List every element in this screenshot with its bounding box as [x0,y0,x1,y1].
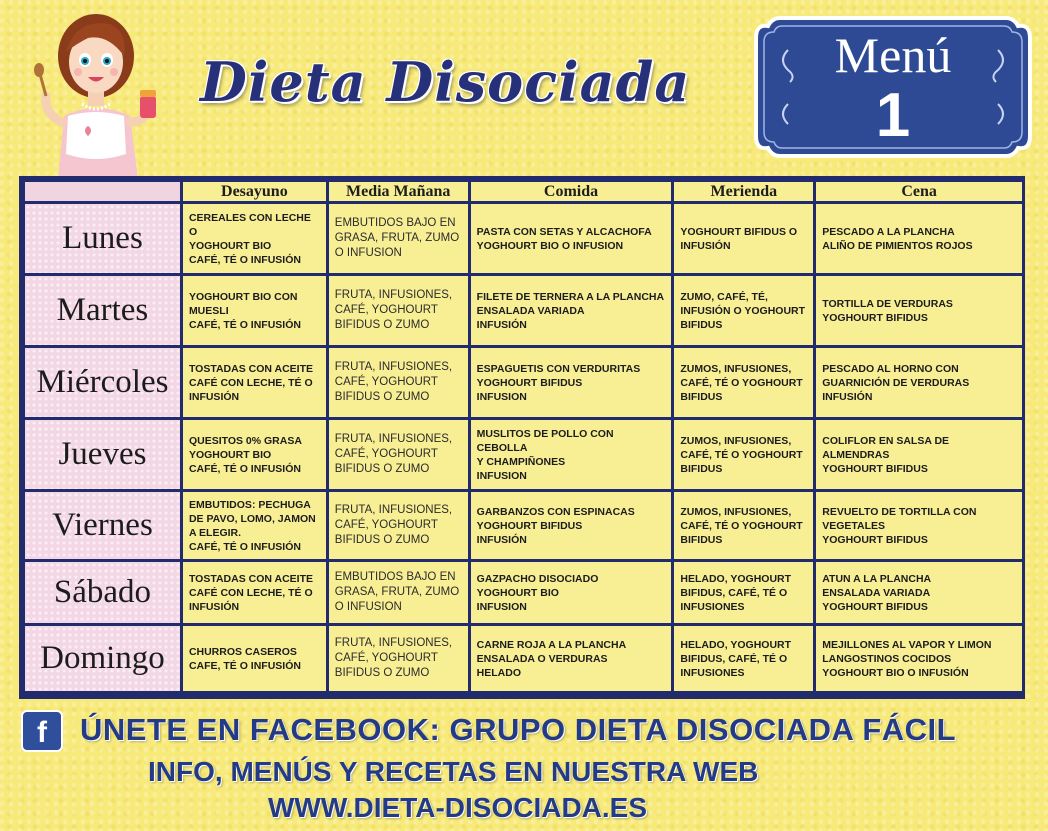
meal-line: YOGHOURT BIO CON [188,290,298,303]
meal-line: INFUSIÓN [680,239,731,252]
meal-line: ENSALADA O VERDURAS [476,652,608,665]
meal-line: HELADO [476,666,521,679]
corner-cell [25,182,180,201]
meal-line: MUESLI [188,304,229,317]
meal-line: YOGHOURT BIO O INFUSION [476,239,624,252]
meal-line: ZUMOS, INFUSIONES, [680,434,792,447]
column-header: Comida [471,182,672,201]
meal-line: INFUSIÓN [476,533,527,546]
meal-line: CAFÉ CON LECHE, TÉ O [188,586,313,599]
meal-line: ENSALADA VARIADA [822,586,931,599]
meal-line: YOGHOURT BIO [476,586,559,599]
meal-line: TOSTADAS CON ACEITE [188,572,313,585]
meal-line: INFUSIONES [680,666,745,679]
meal-cell [674,562,813,623]
meal-line: INFUSIONES [680,600,745,613]
meal-line: INFUSION [476,600,527,613]
meal-line: CAFE, TÉ O INFUSIÓN [188,659,301,672]
meal-cell [329,204,468,273]
meal-line: EMBUTIDOS BAJO EN [334,217,456,229]
meal-cell [674,626,813,691]
meal-line: YOGHOURT BIFIDUS [822,462,928,475]
meal-line: Y CHAMPIÑONES [476,455,566,468]
meal-line: A ELEGIR. [188,526,242,539]
day-cell: Viernes [25,492,180,559]
meal-cell [816,562,1022,623]
meal-line: BIFIDUS O ZUMO [334,667,430,679]
meal-line: YOGHOURT BIO O INFUSIÓN [822,666,969,679]
meal-line: LANGOSTINOS COCIDOS [822,652,952,665]
meal-line: BIFIDUS, CAFÉ, TÉ O [680,652,788,665]
meal-line: INFUSIÓN [476,318,527,331]
meal-line: BIFIDUS O ZUMO [334,534,430,546]
table-row [25,562,1022,623]
meal-cell [329,626,468,691]
badge-number: 1 [875,81,911,150]
meal-cell [674,204,813,273]
meal-cell [471,492,672,559]
meal-line: INFUSIÓN O YOGHOURT [680,304,806,317]
meal-line: CAFÉ, YOGHOURT [334,448,438,460]
meal-line: HELADO, YOGHOURT [680,638,792,651]
meal-line: BIFIDUS [680,533,723,546]
meal-cell [674,420,813,489]
meal-line: INFUSIÓN [822,390,873,403]
meal-cell [183,562,326,623]
meal-line: BIFIDUS, CAFÉ, TÉ O [680,586,788,599]
day-cell: Sábado [25,562,180,623]
footer-facebook-line: ÚNETE EN FACEBOOK: GRUPO DIETA DISOCIADA FÁCIL [80,712,957,747]
day-cell: Miércoles [25,348,180,417]
meal-line: FRUTA, INFUSIONES, [334,289,453,301]
meal-line: BIFIDUS O ZUMO [334,463,430,475]
meal-line: FILETE DE TERNERA A LA PLANCHA [476,290,665,303]
meal-line: CAFÉ, YOGHOURT [334,652,438,664]
meal-line: INFUSIÓN [188,390,240,403]
meal-line: FRUTA, INFUSIONES, [334,361,453,373]
meal-cell [471,626,672,691]
meal-cell [674,492,813,559]
meal-line: MEJILLONES AL VAPOR Y LIMON [822,638,992,651]
meal-line: INFUSION [476,469,527,482]
meal-line: GRASA, FRUTA, ZUMO [334,232,460,244]
meal-line: FRUTA, INFUSIONES, [334,433,453,445]
meal-line: PASTA CON SETAS Y ALCACHOFA [476,225,652,238]
badge-word: Menú [834,27,952,83]
facebook-icon[interactable]: f [21,710,63,752]
table-row [25,348,1022,417]
cook-woman-illustration [18,4,168,180]
meal-line: FRUTA, INFUSIONES, [334,504,453,516]
meal-line: INFUSIÓN [188,600,240,613]
meal-line: ZUMOS, INFUSIONES, [680,362,792,375]
meal-line: EMBUTIDOS: PECHUGA [188,498,311,511]
meal-line: YOGHOURT BIFIDUS [476,519,583,532]
meal-cell [674,276,813,345]
meal-line: HELADO, YOGHOURT [680,572,792,585]
meal-line: GUARNICIÓN DE VERDURAS [822,376,970,389]
meal-cell [816,276,1022,345]
meal-cell [183,626,326,691]
header-row [25,182,1022,201]
column-header: Merienda [674,182,813,201]
meal-line: YOGHOURT BIFIDUS [822,533,928,546]
meal-line: YOGHOURT BIFIDUS [476,376,583,389]
day-cell: Domingo [25,626,180,691]
meal-cell [183,420,326,489]
column-header: Desayuno [183,182,326,201]
meal-line: YOGHOURT BIFIDUS O [680,225,798,238]
meal-line: COLIFLOR EN SALSA DE ALMENDRAS [822,434,950,461]
meal-line: MUSLITOS DE POLLO CON CEBOLLA [476,427,614,454]
meal-line: CAFÉ, TÉ O INFUSIÓN [188,462,301,475]
table-row [25,626,1022,691]
meal-line: CAFÉ, YOGHOURT [334,376,438,388]
meal-line: DE PAVO, LOMO, JAMON [188,512,316,525]
table-row [25,492,1022,559]
meal-line: VEGETALES [822,519,886,532]
menu-table [19,176,1025,699]
meal-line: PESCADO A LA PLANCHA [822,225,955,238]
meal-line: YOGHOURT BIFIDUS [822,600,928,613]
meal-line: CAFÉ, TÉ O INFUSIÓN [188,253,301,266]
meal-line: YOGHOURT BIO [188,239,272,252]
meal-cell [329,348,468,417]
meal-line: CAFÉ, TÉ O YOGHOURT [680,376,803,389]
table-row [25,276,1022,345]
meal-cell [471,348,672,417]
meal-line: YOGHOURT BIFIDUS [822,311,928,324]
meal-line: FRUTA, INFUSIONES, [334,637,453,649]
day-cell: Martes [25,276,180,345]
meal-cell [329,562,468,623]
meal-line: GAZPACHO DISOCIADO [476,572,599,585]
column-header: Cena [816,182,1022,201]
meal-line: ENSALADA VARIADA [476,304,585,317]
meal-line: O INFUSION [334,247,402,259]
meal-line: PESCADO AL HORNO CON [822,362,959,375]
meal-line: ALIÑO DE PIMIENTOS ROJOS [822,239,973,252]
meal-cell [329,420,468,489]
meal-cell [471,204,672,273]
meal-cell [183,348,326,417]
meal-line: CAFÉ, YOGHOURT [334,519,438,531]
meal-line: BIFIDUS [680,462,723,475]
meal-cell [674,348,813,417]
meal-line: GARBANZOS CON ESPINACAS [476,505,635,518]
page-title: Dieta Disociada [200,50,691,114]
meal-cell [816,626,1022,691]
meal-line: TOSTADAS CON ACEITE [188,362,313,375]
meal-cell [183,492,326,559]
meal-line: CAFÉ, TÉ O YOGHOURT [680,519,803,532]
table-row [25,420,1022,489]
meal-cell [471,276,672,345]
meal-cell [329,492,468,559]
meal-line: O INFUSION [334,601,402,613]
meal-line: CAFÉ, YOGHOURT [334,304,438,316]
footer-website-link[interactable]: WWW.DIETA-DISOCIADA.ES [268,792,648,823]
footer-info-line: INFO, MENÚS Y RECETAS EN NUESTRA WEB [148,756,759,787]
column-header: Media Mañana [329,182,468,201]
meal-line: REVUELTO DE TORTILLA CON [822,505,977,518]
meal-line: GRASA, FRUTA, ZUMO [334,586,460,598]
meal-line: TORTILLA DE VERDURAS [822,297,953,310]
meal-cell [471,420,672,489]
meal-cell [329,276,468,345]
day-cell: Lunes [25,204,180,273]
meal-line: BIFIDUS O ZUMO [334,391,430,403]
meal-line: CAFÉ CON LECHE, TÉ O [188,376,313,389]
table-row [25,204,1022,273]
meal-line: ESPAGUETIS CON VERDURITAS [476,362,641,375]
meal-line: ZUMO, CAFÉ, TÉ, [680,290,768,303]
meal-line: QUESITOS 0% GRASA [188,434,302,447]
meal-cell [816,492,1022,559]
day-cell: Jueves [25,420,180,489]
meal-line: YOGHOURT BIO [188,448,272,461]
meal-line: CARNE ROJA A LA PLANCHA [476,638,627,651]
meal-cell [183,276,326,345]
meal-line: ZUMOS, INFUSIONES, [680,505,792,518]
meal-cell [816,204,1022,273]
meal-line: EMBUTIDOS BAJO EN [334,571,456,583]
meal-line: CAFÉ, TÉ O YOGHOURT [680,448,803,461]
menu-grid [22,179,1025,694]
meal-cell [183,204,326,273]
meal-line: INFUSION [476,390,527,403]
meal-line: CEREALES CON LECHE O [188,211,311,238]
meal-line: CAFÉ, TÉ O INFUSIÓN [188,540,301,553]
meal-line: CAFÉ, TÉ O INFUSIÓN [188,318,301,331]
meal-line: BIFIDUS [680,390,723,403]
meal-cell [816,348,1022,417]
meal-line: BIFIDUS O ZUMO [334,319,430,331]
meal-line: CHURROS CASEROS [188,645,297,658]
meal-line: BIFIDUS [680,318,723,331]
meal-line: ATUN A LA PLANCHA [822,572,932,585]
meal-cell [471,562,672,623]
menu-badge [752,14,1034,160]
meal-cell [816,420,1022,489]
